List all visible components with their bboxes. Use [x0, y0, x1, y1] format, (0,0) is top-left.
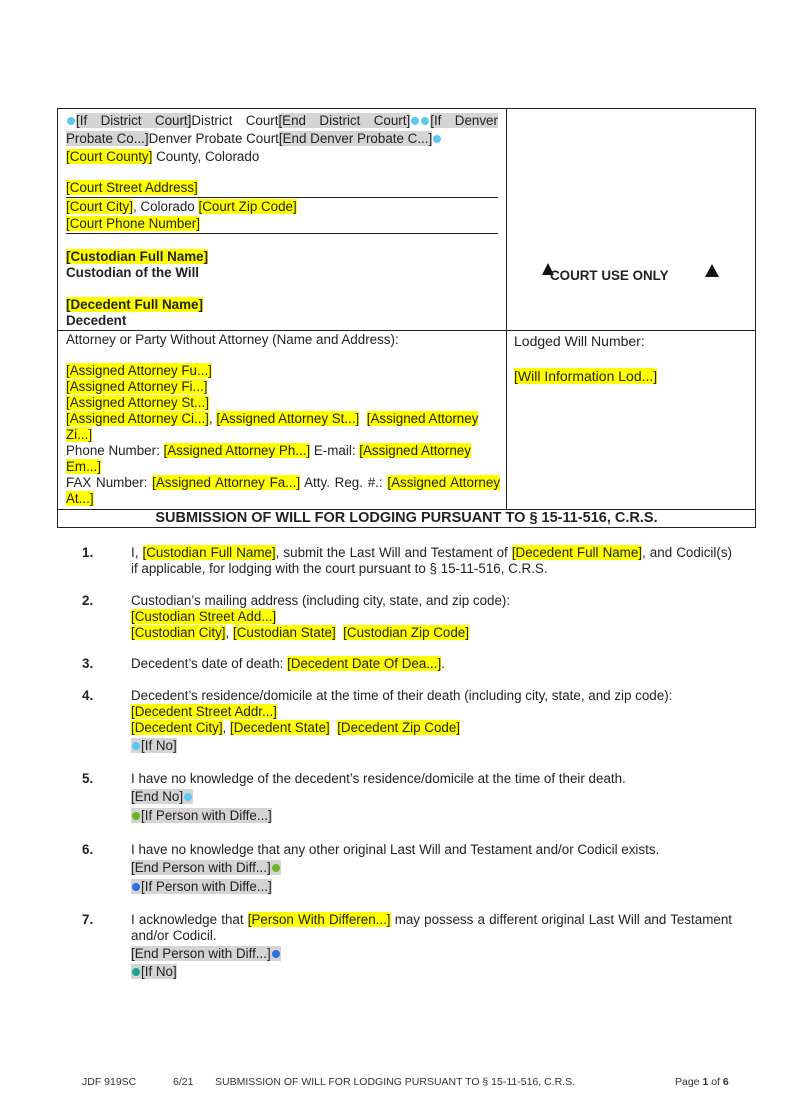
email-label: E-mail: [310, 443, 360, 458]
court-name-block [66, 112, 510, 166]
marker-dot-icon [272, 864, 280, 872]
reg-label: Atty. Reg. #.: [300, 475, 388, 490]
if-denver-field-cont[interactable]: Probate Co...] [66, 131, 149, 146]
end-person-field[interactable]: [End Person with Diff...] [131, 860, 281, 875]
form-title: SUBMISSION OF WILL FOR LODGING PURSUANT TO § 15-11-516, C.R.S. [155, 510, 658, 526]
custodian-street-field[interactable]: [Custodian Street Add...] [131, 609, 277, 624]
custodian-name-field[interactable]: [Custodian Full Name] [142, 545, 276, 560]
decedent-date-field[interactable]: [Decedent Date Of Dea...] [287, 656, 442, 671]
denver-court-text: Denver Probate Court [148, 131, 279, 146]
court-zip-field[interactable]: [Court Zip Code] [198, 199, 297, 214]
atty-phone-field[interactable]: [Assigned Attorney Ph...] [163, 443, 311, 458]
decedent-label: Decedent [66, 313, 127, 328]
court-phone-field[interactable]: [Court Phone Number] [66, 216, 200, 231]
atty-city-field[interactable]: [Assigned Attorney Ci...] [66, 411, 209, 426]
item-6: I have no knowledge that any other original Last Will and Testament and/or Codicil exists. [End Person with Diff...] [If Person with Diffe...] [131, 842, 660, 894]
custodian-state-field[interactable]: [Custodian State] [232, 625, 336, 640]
item-1: I, [Custodian Full Name], submit the Last Will and Testament of [Decedent Full Name], and Codicil(s) if applicable, for lodging with the court pursuant to § 15-11-516, C.R.S. [131, 545, 732, 576]
if-person-field[interactable]: [If Person with Diffe...] [131, 879, 272, 894]
footer-date: 6/21 [173, 1076, 194, 1088]
will-info-field[interactable]: [Will Information Lod...] [514, 368, 658, 384]
marker-dot-icon [132, 812, 140, 820]
attorney-header: Attorney or Party Without Attorney (Name and Address): [66, 332, 399, 347]
end-no-field[interactable]: [End No] [131, 789, 193, 804]
if-person-field[interactable]: [If Person with Diffe...] [131, 808, 272, 823]
footer-form-id: JDF 919SC [82, 1076, 137, 1088]
decedent-zip-field[interactable]: [Decedent Zip Code] [337, 720, 461, 735]
court-street-field[interactable]: [Court Street Address] [66, 180, 198, 195]
if-district-field[interactable]: [If District Court] [76, 113, 192, 128]
item-5: I have no knowledge of the decedent’s residence/domicile at the time of their death. [End No] [If Person with Diffe...] [131, 771, 626, 823]
atty-state-field[interactable]: [Assigned Attorney St...] [216, 411, 360, 426]
person-with-different-field[interactable]: [Person With Differen...] [247, 912, 391, 927]
marker-dot-icon [433, 135, 441, 143]
custodian-label: Custodian of the Will [66, 265, 200, 280]
item-number: 7. [82, 912, 94, 927]
if-no-field[interactable]: [If No] [131, 738, 177, 753]
item-number: 3. [82, 656, 94, 671]
marker-dot-icon [421, 117, 429, 125]
atty-reg-field[interactable]: [Assigned Attorney At...] [66, 475, 501, 506]
marker-dot-icon [184, 793, 192, 801]
marker-dot-icon [272, 950, 280, 958]
item-7: I acknowledge that [Person With Differen...] may possess a different original Last Will and Testament and/or Codicil. [End Person with Diff...] [If No] [131, 912, 732, 979]
item-number: 5. [82, 771, 94, 786]
footer-title: SUBMISSION OF WILL FOR LODGING PURSUANT TO § 15-11-516, C.R.S. [215, 1076, 576, 1088]
end-denver-field[interactable]: [End Denver Probate C...] [278, 131, 433, 146]
item-number: 4. [82, 688, 94, 703]
court-city-field[interactable]: [Court City] [66, 199, 133, 214]
decedent-state-field[interactable]: [Decedent State] [230, 720, 330, 735]
decedent-name-field[interactable]: [Decedent Full Name] [66, 297, 203, 312]
court-use-only-label: COURT USE ONLY [550, 268, 669, 283]
phone-label: Phone Number: [66, 443, 164, 458]
custodian-name-field[interactable]: [Custodian Full Name] [66, 249, 209, 264]
decedent-street-field[interactable]: [Decedent Street Addr...] [131, 704, 277, 719]
marker-dot-icon [411, 117, 419, 125]
item-number: 6. [82, 842, 94, 857]
custodian-city-field[interactable]: [Custodian City] [131, 625, 226, 640]
colorado-text: , Colorado [132, 199, 199, 214]
lodged-will-label: Lodged Will Number: [514, 333, 645, 349]
item-4: Decedent’s residence/domicile at the time of their death (including city, state, and zip code): [Decedent Street Addr...] [Decedent City], [Decedent State] [Decedent Zip Code] [If No] [131, 688, 673, 753]
item-2: Custodian’s mailing address (including city, state, and zip code): [Custodian Street Add...] [Custodian City], [Custodian State] [Custodian Zip Code] [131, 593, 511, 640]
atty-email-field[interactable]: [Assigned Attorney Em...] [66, 443, 471, 474]
district-court-text: District Court [191, 113, 279, 128]
end-district-field[interactable]: [End District Court] [278, 113, 411, 128]
fax-label: FAX Number: [66, 475, 153, 490]
atty-name-field[interactable]: [Assigned Attorney Fu...] [66, 363, 212, 378]
court-address-block [66, 179, 498, 234]
item-3: Decedent’s date of death: [Decedent Date Of Dea...]. [131, 656, 445, 671]
court-county-field[interactable]: [Court County] [66, 149, 153, 164]
marker-dot-icon [132, 742, 140, 750]
if-denver-field[interactable]: [If Denver [430, 113, 498, 128]
if-no-field[interactable]: [If No] [131, 964, 177, 979]
marker-dot-icon [132, 968, 140, 976]
atty-fax-field[interactable]: [Assigned Attorney Fa...] [152, 475, 301, 490]
atty-street-field[interactable]: [Assigned Attorney St...] [66, 395, 209, 410]
decedent-name-field[interactable]: [Decedent Full Name] [511, 545, 643, 560]
county-suffix: County, Colorado [152, 149, 260, 164]
marker-dot-icon [132, 883, 140, 891]
item-number: 1. [82, 545, 94, 560]
marker-dot-icon [67, 117, 75, 125]
footer-page: Page 1 of 6 [675, 1076, 729, 1088]
decedent-city-field[interactable]: [Decedent City] [131, 720, 223, 735]
triangle-up-icon [705, 264, 719, 277]
end-person-field[interactable]: [End Person with Diff...] [131, 946, 281, 961]
atty-zip-field[interactable]: [Assigned Attorney Zi...] [66, 411, 479, 442]
attorney-block: Attorney or Party Without Attorney (Name and Address): [Assigned Attorney Fu...] [Assigned Attorney Fi...] [Assigned Attorney St...] [Assigned Attorney Ci...], [Assigned Attorney St...] [Assigned Attorney Zi...] Phone Number: [Assigned Attorney Ph...] E-mail: [Assigned Attorney Em...] FAX Number: [Assigned Attorney Fa...] Atty. Reg. #.: [Assigned Attorney At...] [66, 332, 501, 506]
parties-block [66, 249, 208, 329]
atty-firm-field[interactable]: [Assigned Attorney Fi...] [66, 379, 208, 394]
custodian-zip-field[interactable]: [Custodian Zip Code] [343, 625, 469, 640]
item-number: 2. [82, 593, 94, 608]
